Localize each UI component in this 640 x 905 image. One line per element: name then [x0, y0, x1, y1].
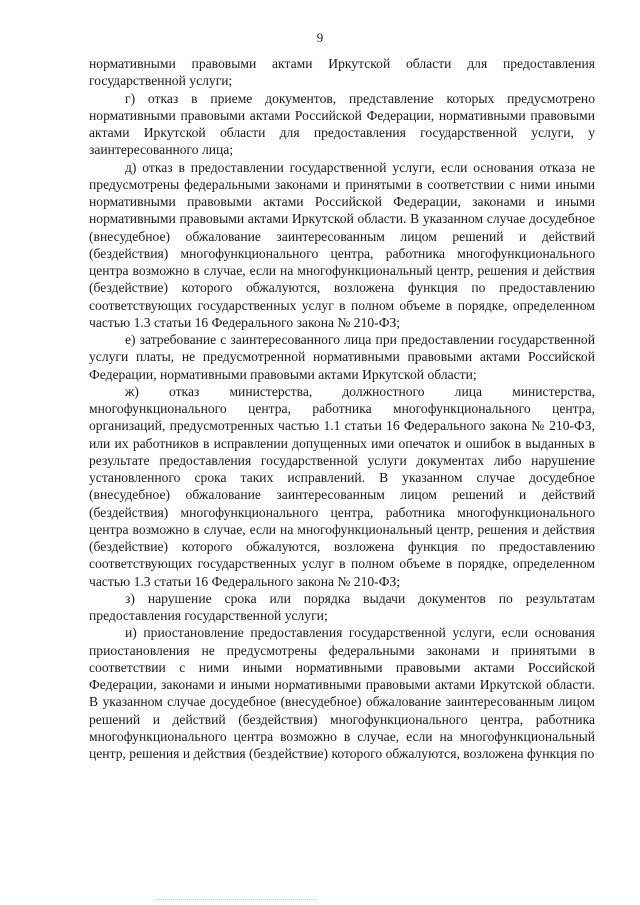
paragraph-item-g: г) отказ в приеме документов, представление которых предусмотрено нормативными правовыми актами Российской Федерации, нормативными правовыми актами Иркутской области для предоставления государственной услуги, у заинтересованного лица; [89, 90, 595, 158]
paragraph-item-d: д) отказ в предоставлении государственной услуги, если основания отказа не предусмотрены федеральными законами и принятыми в соответствии с ними иными нормативными правовыми актами Российской Федерации, законами и иными нормативными правовыми актами Иркутской области. В указанном случае досудебное (внесудебное) обжалование заинтересованным лицом решений и действий (бездействия) многофункционального центра, работника многофункционального центра возможно в случае, если на многофункциональный центр, решения и действия (бездействие) которого обжалуются, возложена функция по предоставлению соответствующих государственных услуг в полном объеме в порядке, определенном частью 1.3 статьи 16 Федерального закона № 210-ФЗ; [89, 159, 595, 330]
paragraph-item-e: е) затребование с заинтересованного лица при предоставлении государственной услуги платы, не предусмотренной нормативными правовыми актами Российской Федерации, нормативными правовыми актами Иркутской области; [89, 332, 595, 382]
scan-artifact-line [156, 899, 316, 900]
paragraph-item-i: и) приостановление предоставления государственной услуги, если основания приостановления не предусмотрены федеральными законами и принятыми в соответствии с ними иными нормативными правовыми актами Российской Федерации, законами и иными нормативными правовыми актами Иркутской области. В указанном случае досудебное (внесудебное) обжалование заинтересованным лицом решений и действий (бездействия) многофункционального центра, работника многофункционального центра возможно в случае, если на многофункциональный центр, решения и действия (бездействие) которого обжалуются, возложена функция по [89, 625, 595, 761]
paragraph-item-zh: ж) отказ министерства, должностного лица министерства, многофункционального центра, работника многофункционального центра, организаций, предусмотренных частью 1.1 статьи 16 Федерального закона № 210-ФЗ, или их работников в исправлении допущенных ими опечаток и ошибок в выданных в результате предоставления государственной услуги документах либо нарушение установленного срока таких исправлений. В указанном случае досудебное (внесудебное) обжалование заинтересованным лицом решений и действий (бездействия) многофункционального центра, работника многофункционального центра возможно в случае, если на многофункциональный центр, решения и действия (бездействие) которого обжалуются, возложена функция по предоставлению соответствующих государственных услуг в полном объеме в порядке, определенном частью 1.3 статьи 16 Федерального закона № 210-ФЗ; [89, 383, 595, 589]
document-body [89, 55, 595, 762]
paragraph-item-z: з) нарушение срока или порядка выдачи документов по результатам предоставления государственной услуги; [89, 590, 595, 623]
paragraph-continuation: нормативными правовыми актами Иркутской области для предоставления государственной услуги; [89, 56, 595, 89]
page-number: 9 [316, 30, 324, 45]
